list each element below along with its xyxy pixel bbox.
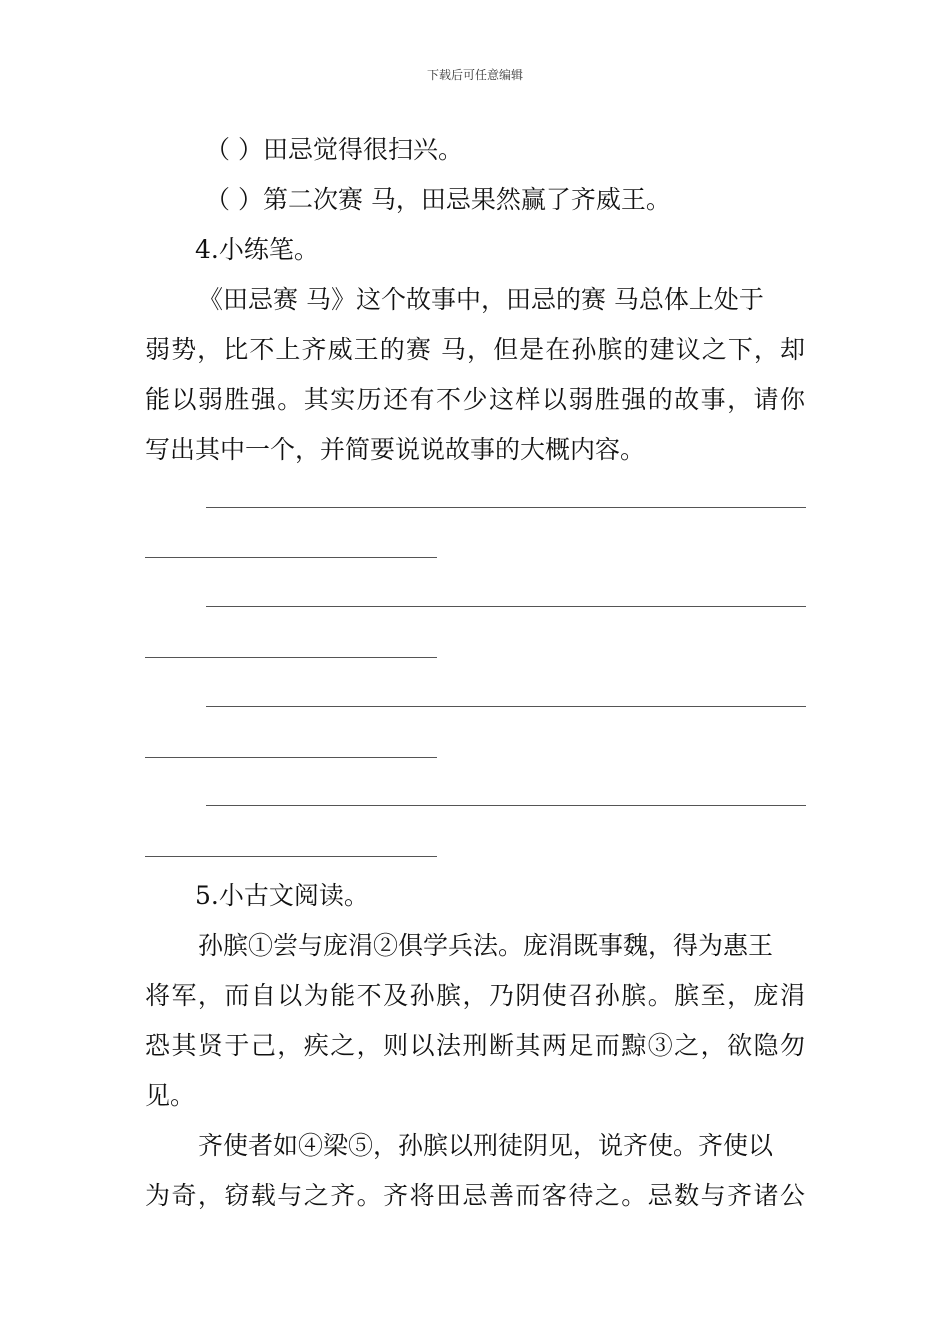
- text-line: 5.小古文阅读。: [195, 881, 369, 910]
- text-line: 《田忌赛 马》这个故事中，田忌的赛 马总体上处于: [198, 285, 764, 314]
- text-line: 孙膑①尝与庞涓②俱学兵法。庞涓既事魏，得为惠王: [198, 931, 774, 960]
- text-line: 4.小练笔。: [195, 235, 319, 264]
- answer-line: [145, 557, 437, 558]
- text-line: 将军，而自以为能不及孙膑，乃阴使召孙膑。膑至，庞涓: [145, 981, 805, 1010]
- answer-line: [206, 507, 806, 508]
- text-line: 恐其贤于己，疾之，则以法刑断其两足而黥③之，欲隐勿: [145, 1031, 805, 1060]
- answer-line: [145, 757, 437, 758]
- text-line: 见。: [145, 1081, 196, 1110]
- page-header: 下载后可任意编辑: [426, 68, 523, 82]
- answer-line: [206, 706, 806, 707]
- answer-line: [206, 606, 806, 607]
- text-line: 能以弱胜强。其实历还有不少这样以弱胜强的故事，请你: [145, 385, 805, 414]
- text-line: 写出其中一个，并简要说说故事的大概内容。: [145, 435, 646, 464]
- text-line: （ ）第二次赛 马，田忌果然赢了齐威王。: [205, 185, 671, 214]
- text-line: （ ）田忌觉得很扫兴。: [205, 135, 463, 164]
- text-line: 齐使者如④梁⑤，孙膑以刑徒阴见，说齐使。齐使以: [198, 1131, 774, 1160]
- answer-line: [206, 805, 806, 806]
- answer-line: [145, 657, 437, 658]
- answer-line: [145, 856, 437, 857]
- text-line: 弱势，比不上齐威王的赛 马，但是在孙膑的建议之下，却: [145, 335, 805, 364]
- text-line: 为奇，窃载与之齐。齐将田忌善而客待之。忌数与齐诸公: [145, 1181, 805, 1210]
